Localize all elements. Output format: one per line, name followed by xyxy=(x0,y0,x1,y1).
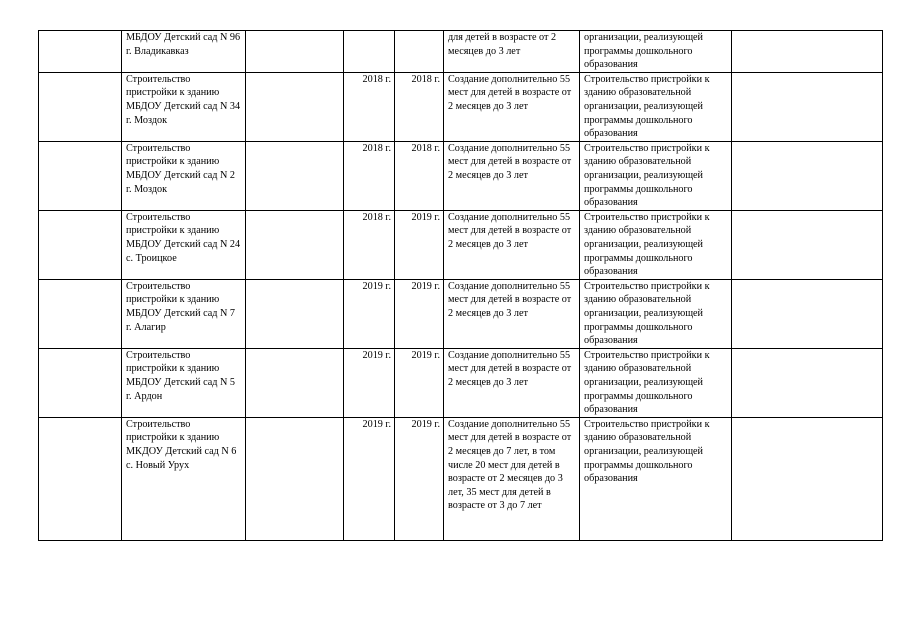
executor-cell xyxy=(246,279,344,348)
end-year-cell: 2019 г. xyxy=(395,279,444,348)
end-year-cell: 2018 г. xyxy=(395,141,444,210)
start-year-cell: 2019 г. xyxy=(344,279,395,348)
table-row xyxy=(39,417,883,540)
number-cell xyxy=(39,210,122,279)
table-row xyxy=(39,141,883,210)
end-year-cell: 2019 г. xyxy=(395,417,444,540)
object-name-cell: Строительство пристройки к зданию МБДОУ Детский сад N 5 г. Ардон xyxy=(122,348,246,417)
start-year-cell: 2019 г. xyxy=(344,417,395,540)
object-name-cell: Строительство пристройки к зданию МБДОУ Детский сад N 34 г. Моздок xyxy=(122,72,246,141)
table-row xyxy=(39,210,883,279)
notes-cell xyxy=(732,31,883,73)
end-year-cell: 2018 г. xyxy=(395,72,444,141)
number-cell xyxy=(39,279,122,348)
start-year-cell: 2019 г. xyxy=(344,348,395,417)
table-row xyxy=(39,348,883,417)
description-cell: Строительство пристройки к зданию образовательной организации, реализующей программы дошкольного образования xyxy=(580,141,732,210)
end-year-cell: 2019 г. xyxy=(395,348,444,417)
executor-cell xyxy=(246,210,344,279)
description-cell: организации, реализующей программы дошкольного образования xyxy=(580,31,732,73)
start-year-cell: 2018 г. xyxy=(344,141,395,210)
result-cell: Создание дополнительно 55 мест для детей в возрасте от 2 месяцев до 7 лет, в том числе 20 мест для детей в возрасте от 2 месяцев до 3 лет, 35 мест для детей в возрасте от 3 до 7 лет xyxy=(444,417,580,540)
number-cell xyxy=(39,348,122,417)
description-cell: Строительство пристройки к зданию образовательной организации, реализующей программы дошкольного образования xyxy=(580,72,732,141)
start-year-cell xyxy=(344,31,395,73)
notes-cell xyxy=(732,210,883,279)
start-year-cell: 2018 г. xyxy=(344,72,395,141)
notes-cell xyxy=(732,141,883,210)
object-name-cell: Строительство пристройки к зданию МКДОУ Детский сад N 6 с. Новый Урух xyxy=(122,417,246,540)
executor-cell xyxy=(246,31,344,73)
notes-cell xyxy=(732,348,883,417)
executor-cell xyxy=(246,417,344,540)
object-name-cell: Строительство пристройки к зданию МБДОУ Детский сад N 24 с. Троицкое xyxy=(122,210,246,279)
result-cell: Создание дополнительно 55 мест для детей в возрасте от 2 месяцев до 3 лет xyxy=(444,141,580,210)
executor-cell xyxy=(246,72,344,141)
number-cell xyxy=(39,72,122,141)
object-name-cell: МБДОУ Детский сад N 96 г. Владикавказ xyxy=(122,31,246,73)
description-cell: Строительство пристройки к зданию образовательной организации, реализующей программы дошкольного образования xyxy=(580,210,732,279)
number-cell xyxy=(39,31,122,73)
description-cell: Строительство пристройки к зданию образовательной организации, реализующей программы дошкольного образования xyxy=(580,279,732,348)
number-cell xyxy=(39,141,122,210)
start-year-cell: 2018 г. xyxy=(344,210,395,279)
result-cell: Создание дополнительно 55 мест для детей в возрасте от 2 месяцев до 3 лет xyxy=(444,348,580,417)
end-year-cell: 2019 г. xyxy=(395,210,444,279)
table-row xyxy=(39,31,883,73)
description-cell: Строительство пристройки к зданию образовательной организации, реализующей программы дошкольного образования xyxy=(580,348,732,417)
result-cell: для детей в возрасте от 2 месяцев до 3 лет xyxy=(444,31,580,73)
table-row xyxy=(39,72,883,141)
table-row xyxy=(39,279,883,348)
executor-cell xyxy=(246,348,344,417)
notes-cell xyxy=(732,279,883,348)
result-cell: Создание дополнительно 55 мест для детей в возрасте от 2 месяцев до 3 лет xyxy=(444,72,580,141)
end-year-cell xyxy=(395,31,444,73)
number-cell xyxy=(39,417,122,540)
object-name-cell: Строительство пристройки к зданию МБДОУ Детский сад N 7 г. Алагир xyxy=(122,279,246,348)
measures-table xyxy=(38,30,883,541)
description-cell: Строительство пристройки к зданию образовательной организации, реализующей программы дошкольного образования xyxy=(580,417,732,540)
result-cell: Создание дополнительно 55 мест для детей в возрасте от 2 месяцев до 3 лет xyxy=(444,279,580,348)
result-cell: Создание дополнительно 55 мест для детей в возрасте от 2 месяцев до 3 лет xyxy=(444,210,580,279)
executor-cell xyxy=(246,141,344,210)
notes-cell xyxy=(732,417,883,540)
notes-cell xyxy=(732,72,883,141)
object-name-cell: Строительство пристройки к зданию МБДОУ Детский сад N 2 г. Моздок xyxy=(122,141,246,210)
